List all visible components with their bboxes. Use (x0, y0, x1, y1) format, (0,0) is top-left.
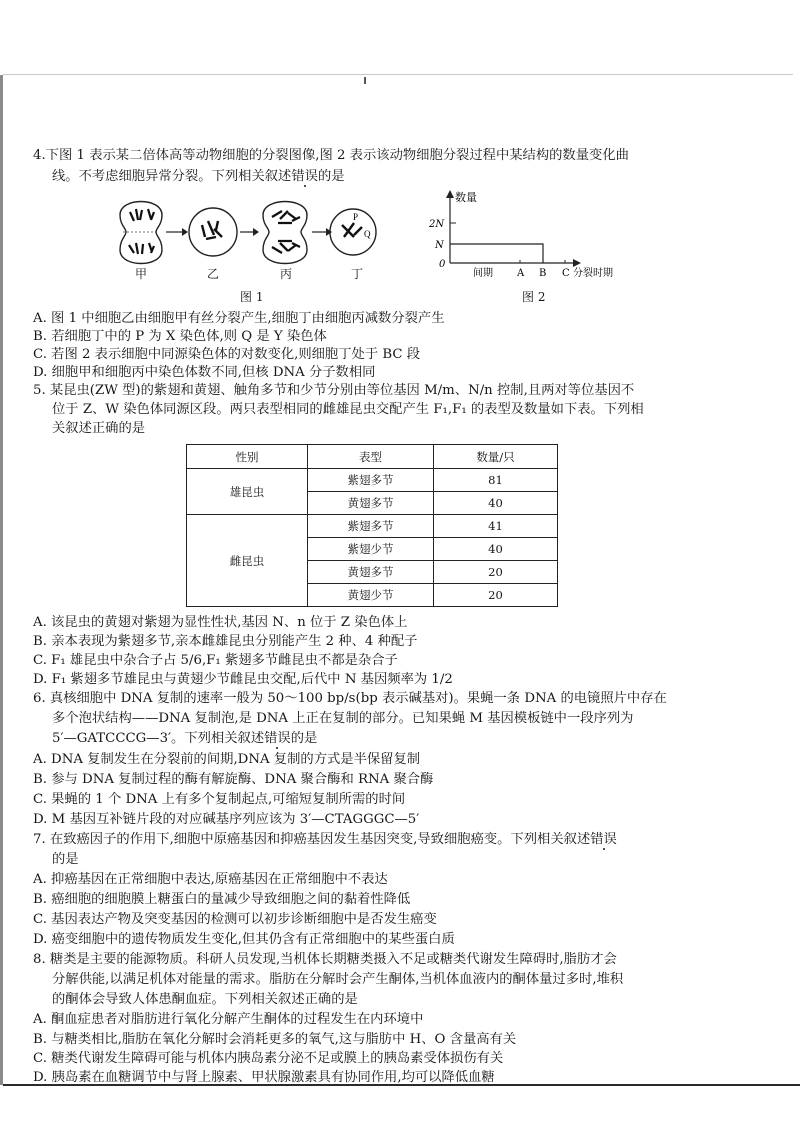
q4-option-c: C. 若图 2 表示细胞中同源染色体的对数变化,则细胞丁处于 BC 段 (33, 347, 421, 362)
q4-option-a: A. 图 1 中细胞乙由细胞甲有丝分裂产生,细胞丁由细胞丙减数分裂产生 (33, 311, 445, 326)
table-row (187, 515, 558, 538)
phenotype: 黄翅多节 (308, 561, 434, 584)
ytick-n: N (435, 240, 444, 251)
table-header: 性别 (187, 445, 308, 469)
phenotype: 紫翅多节 (308, 469, 434, 492)
q8-stem-line3: 的酮体会导致人体患酮血症。下列相关叙述正确的是 (52, 992, 358, 1007)
q4-stem-line2: 线。不考虑细胞异常分裂。下列相关叙述错误的是 (52, 169, 345, 184)
cell-yi (189, 208, 237, 256)
q7-option-c: C. 基因表达产物及突变基因的检测可以初步诊断细胞中是否发生癌变 (33, 912, 437, 927)
q5-option-a: A. 该昆虫的黄翅对紫翅为显性性状,基因 N、n 位于 Z 染色体上 (33, 615, 408, 630)
q5-stem-line1: 5. 某昆虫(ZW 型)的紫翅和黄翅、触角多节和少节分别由等位基因 M/m、N/n 控制,且两对等位基因不 (33, 383, 635, 398)
figure-1-cells (110, 195, 380, 285)
ytick-0: 0 (439, 259, 446, 270)
count: 40 (434, 492, 558, 515)
q4-option-b: B. 若细胞丁中的 P 为 X 染色体,则 Q 是 Y 染色体 (33, 329, 327, 344)
q8-option-b: B. 与糖类相比,脂肪在氧化分解时会消耗更多的氧气,这与脂肪中 H、O 含量高有关 (33, 1032, 517, 1047)
q8-option-d: D. 胰岛素在血糖调节中与肾上腺素、甲状腺激素具有协同作用,均可以降低血糖 (33, 1070, 495, 1083)
xtick-interphase: 间期 (473, 268, 493, 279)
sex-male: 雄昆虫 (187, 469, 308, 515)
cell-bing (263, 202, 307, 264)
emphasis-dots: 错误 (590, 832, 617, 847)
phenotype: 黄翅多节 (308, 492, 434, 515)
xtick-b: B (539, 268, 547, 279)
count: 41 (434, 515, 558, 538)
table-header-row (187, 445, 558, 469)
q8-stem-line1: 8. 糖类是主要的能源物质。科研人员发现,当机体长期糖类摄入不足或糖类代谢发生障碍时,脂肪才会 (33, 952, 617, 967)
q6-stem-line1: 6. 真核细胞中 DNA 复制的速率一般为 50～100 bp/s(bp 表示碱基对)。果蝇一条 DNA 的电镜照片中存在 (33, 691, 667, 706)
q5-option-c: C. F₁ 雄昆虫中杂合子占 5/6,F₁ 紫翅多节雌昆虫不都是杂合子 (33, 653, 398, 668)
q7-option-d: D. 癌变细胞中的遗传物质发生变化,但其仍含有正常细胞中的某些蛋白质 (33, 932, 455, 947)
emphasis-dots: 错误 (291, 169, 318, 184)
phenotype: 紫翅多节 (308, 515, 434, 538)
phenotype-table (186, 444, 558, 607)
count: 40 (434, 538, 558, 561)
scan-edge (0, 75, 3, 1085)
count: 20 (434, 584, 558, 607)
scan-bottom-rule (3, 1084, 800, 1086)
cell-label-ding: 丁 (351, 267, 364, 281)
cell-label-jia: 甲 (135, 267, 148, 281)
graph-ylabel: 数量 (455, 191, 477, 204)
q5-stem-line2: 位于 Z、W 染色体同源区段。两只表型相同的雌雄昆虫交配产生 F₁,F₁ 的表型及数量如下表。下列相 (52, 402, 644, 417)
label-q: Q (364, 229, 371, 239)
q6-stem-line3: 5′—GATCCCG—3′。下列相关叙述错误的是 (52, 731, 318, 746)
graph-xlabel: 分裂时期 (573, 268, 613, 279)
phenotype: 紫翅少节 (308, 538, 434, 561)
table-header: 数量/只 (434, 445, 558, 469)
q8-option-a: A. 酮血症患者对脂肪进行氧化分解产生酮体的过程发生在内环境中 (33, 1012, 424, 1027)
q6-option-b: B. 参与 DNA 复制过程的酶有解旋酶、DNA 聚合酶和 RNA 聚合酶 (33, 772, 434, 787)
xtick-c: C (562, 268, 570, 279)
count: 81 (434, 469, 558, 492)
scan-mark (364, 77, 366, 84)
q7-stem-line1: 7. 在致癌因子的作用下,细胞中原癌基因和抑癌基因发生基因突变,导致细胞癌变。下列相关叙述错误 (33, 832, 617, 847)
q7-option-b: B. 癌细胞的细胞膜上糖蛋白的量减少导致细胞之间的黏着性降低 (33, 892, 411, 907)
xtick-a: A (517, 268, 525, 279)
scan-top-line (3, 74, 793, 75)
ytick-2n: 2N (429, 219, 445, 230)
figure-2-graph (425, 188, 625, 286)
q6-option-c: C. 果蝇的 1 个 DNA 上有多个复制起点,可缩短复制所需的时间 (33, 792, 406, 807)
figure-1-caption: 图 1 (240, 290, 264, 304)
table-header: 表型 (308, 445, 434, 469)
q6-option-d: D. M 基因互补链片段的对应碱基序列应该为 3′—CTAGGGC—5′ (33, 812, 420, 827)
cell-label-yi: 乙 (207, 267, 220, 281)
q8-stem-line2: 分解供能,以满足机体对能量的需求。脂肪在分解时会产生酮体,当机体血液内的酮体量过多时,堆积 (52, 972, 624, 987)
q5-stem-line3: 关叙述正确的是 (52, 421, 146, 436)
q7-option-a: A. 抑癌基因在正常细胞中表达,原癌基因在正常细胞中不表达 (33, 872, 388, 887)
count: 20 (434, 561, 558, 584)
q6-stem-line2: 多个泡状结构——DNA 复制泡,是 DNA 上正在复制的部分。已知果蝇 M 基因模板链中一段序列为 (52, 711, 634, 726)
q5-option-d: D. F₁ 紫翅多节雄昆虫与黄翅少节雌昆虫交配,后代中 N 基因频率为 1/2 (33, 672, 453, 687)
figure-2-caption: 图 2 (522, 290, 546, 304)
cell-label-bing: 丙 (280, 267, 293, 281)
emphasis-dots: 错误 (264, 731, 291, 746)
q6-option-a: A. DNA 复制发生在分裂前的间期,DNA 复制的方式是半保留复制 (33, 752, 421, 767)
cell-ding (330, 209, 376, 255)
cell-jia (120, 202, 162, 264)
q8-option-c: C. 糖类代谢发生障碍可能与机体内胰岛素分泌不足或膜上的胰岛素受体损伤有关 (33, 1051, 504, 1066)
q4-option-d: D. 细胞甲和细胞丙中染色体数不同,但核 DNA 分子数相同 (33, 365, 376, 380)
sex-female: 雌昆虫 (187, 515, 308, 607)
table-row (187, 469, 558, 492)
graph-line (450, 244, 543, 263)
phenotype: 黄翅少节 (308, 584, 434, 607)
q5-option-b: B. 亲本表现为紫翅多节,亲本雌雄昆虫分别能产生 2 种、4 种配子 (33, 634, 418, 649)
q7-stem-line2: 的是 (52, 852, 79, 867)
label-p: P (353, 212, 359, 222)
q4-stem-line1: 4.下图 1 表示某二倍体高等动物细胞的分裂图像,图 2 表示该动物细胞分裂过程中某结构的数量变化曲 (33, 148, 629, 163)
